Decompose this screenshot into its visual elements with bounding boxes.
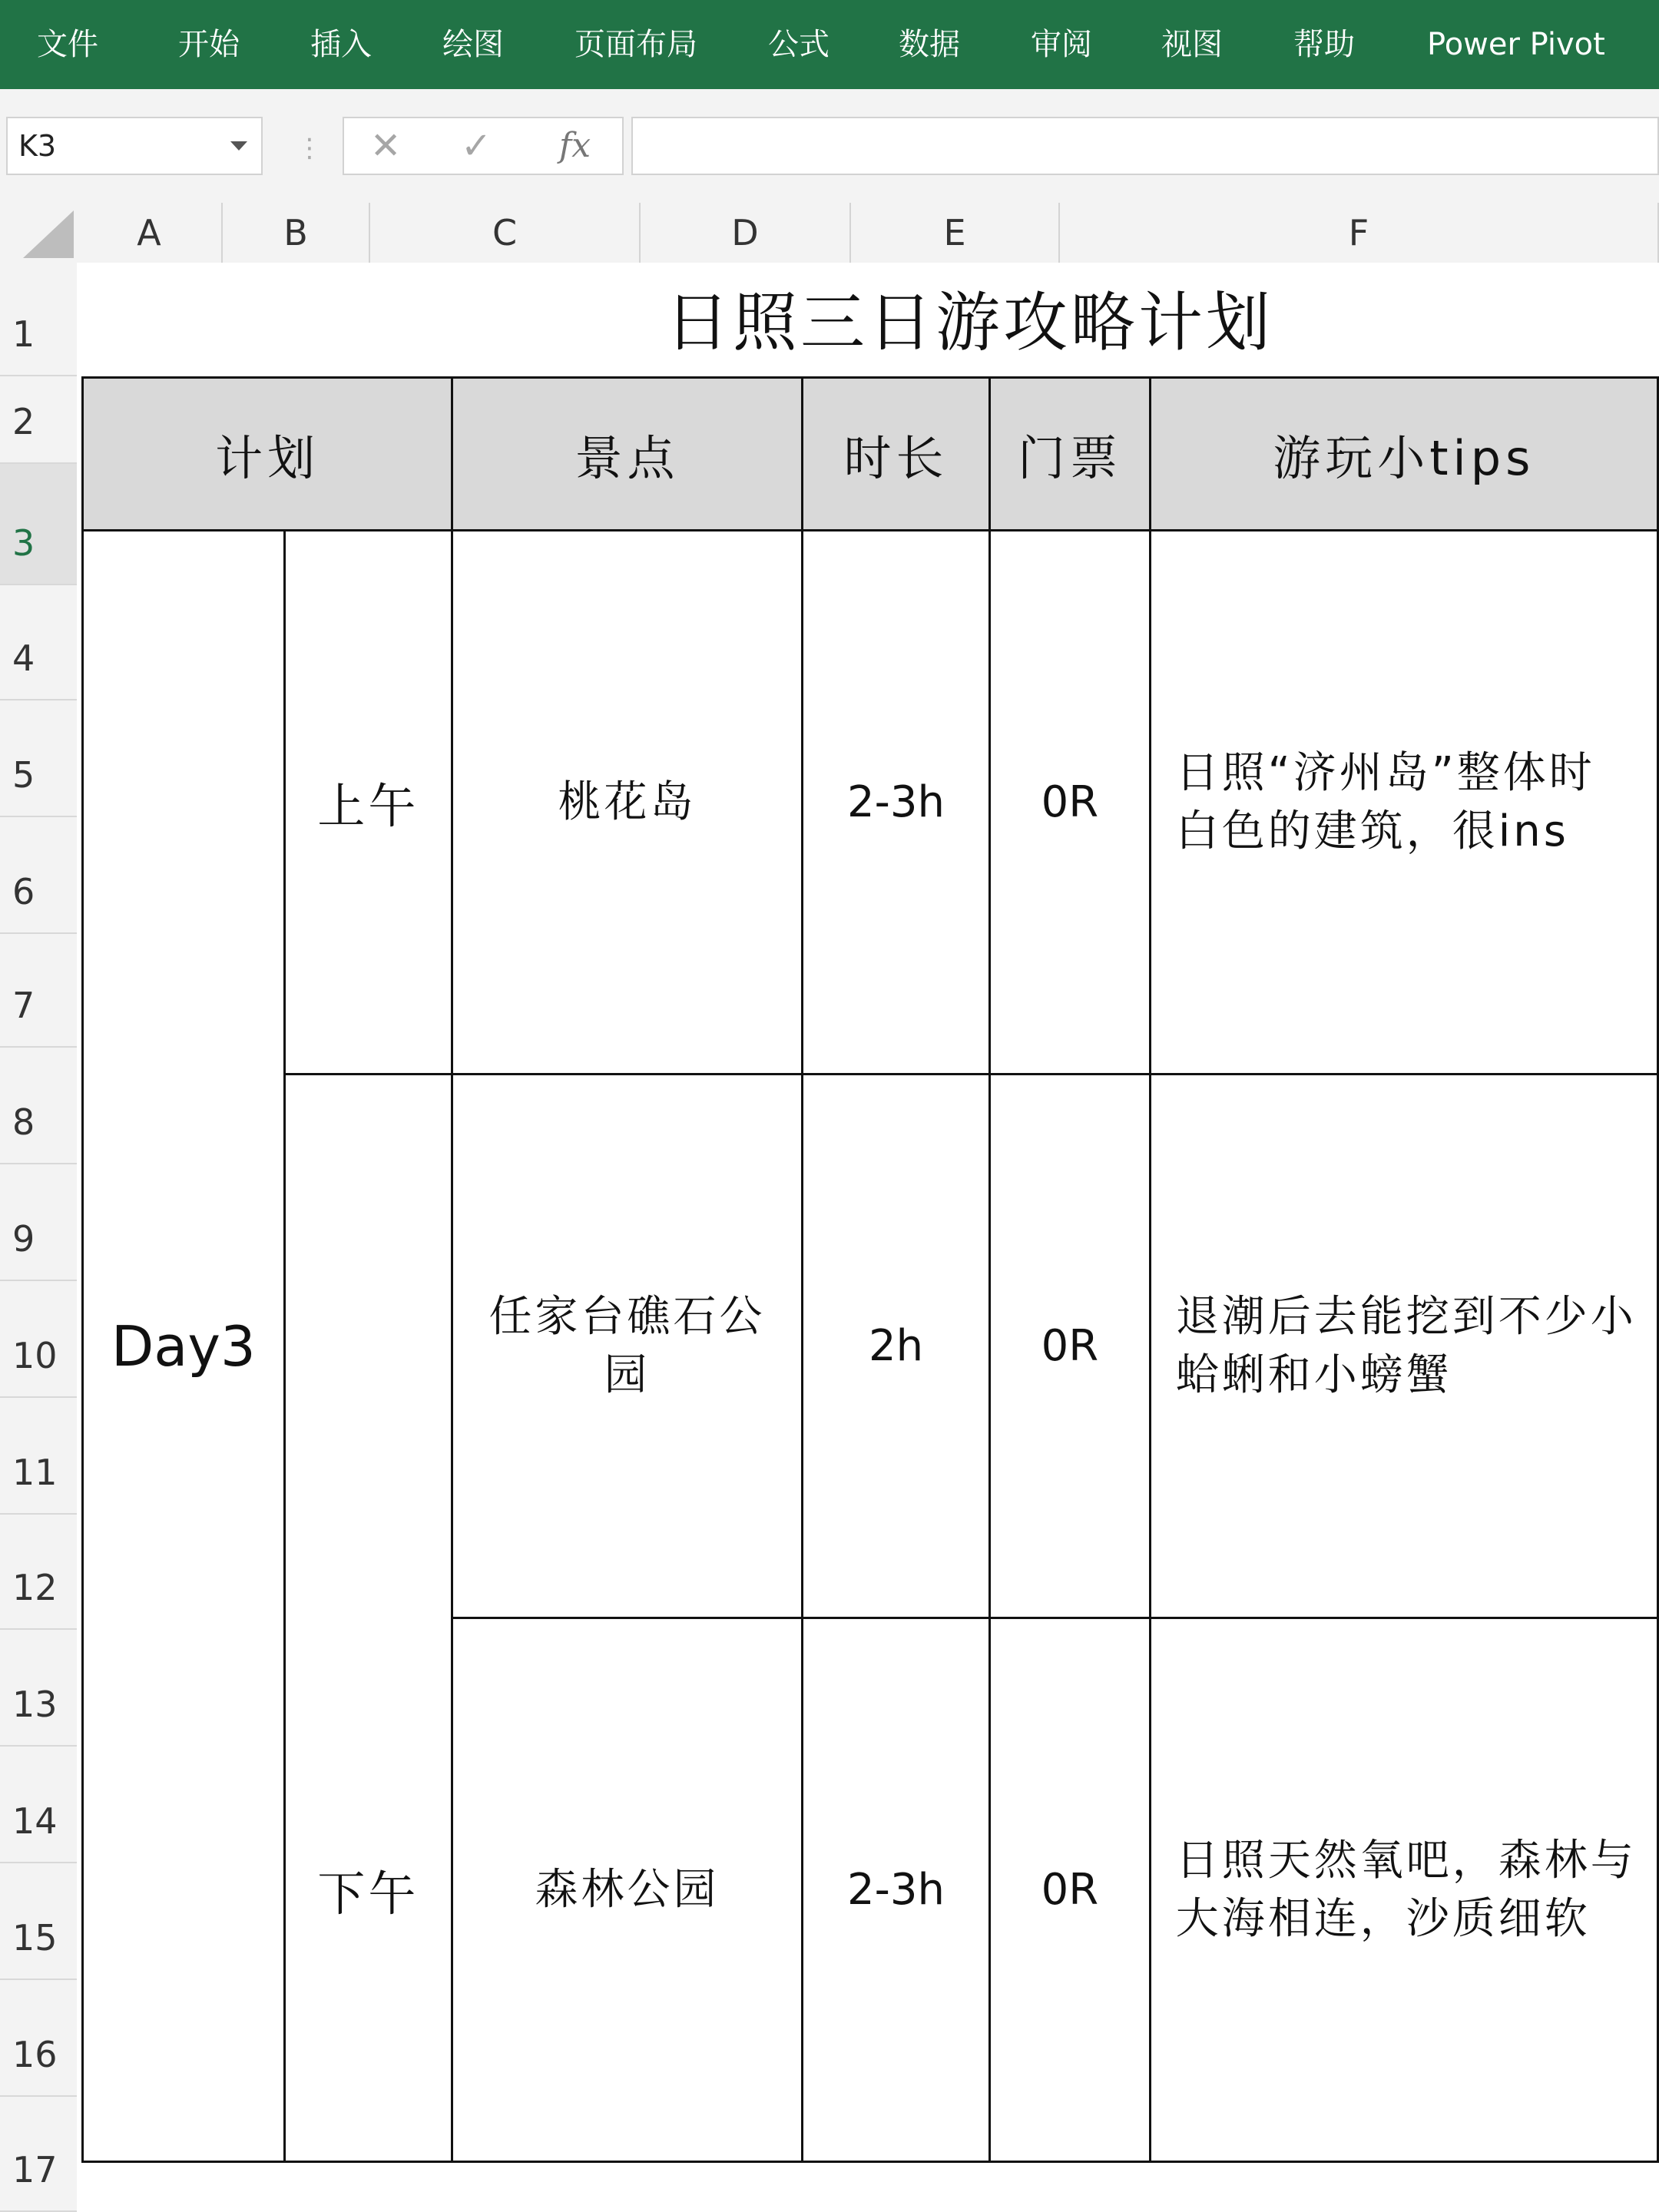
formula-input[interactable]: [631, 117, 1659, 175]
tab-view[interactable]: 视图: [1161, 27, 1223, 62]
table-row: [83, 1075, 1658, 1618]
row-header-6[interactable]: 6: [0, 817, 77, 934]
worksheet-grid[interactable]: [77, 263, 1659, 2212]
column-headers: [0, 203, 1659, 264]
row-header-7[interactable]: 7: [0, 934, 77, 1048]
column-header-a[interactable]: A: [77, 203, 223, 263]
tab-file[interactable]: 文件: [37, 27, 98, 62]
row-header-2[interactable]: 2: [0, 376, 77, 464]
row-header-15[interactable]: 15: [0, 1863, 77, 1980]
name-box-value: K3: [18, 129, 57, 163]
column-header-d[interactable]: D: [641, 203, 851, 263]
tab-formulas[interactable]: 公式: [768, 27, 830, 62]
header-plan[interactable]: 计划: [83, 378, 452, 531]
column-header-f[interactable]: F: [1060, 203, 1659, 263]
afternoon-cell[interactable]: [284, 1075, 452, 2162]
row-headers: [0, 263, 78, 2212]
name-box[interactable]: [6, 117, 263, 175]
spot-cell[interactable]: 桃花岛: [452, 531, 803, 1075]
tab-power-pivot[interactable]: Power Pivot: [1427, 27, 1605, 62]
row-header-1[interactable]: 1: [0, 263, 77, 376]
sheet-title[interactable]: 日照三日游攻略计划: [665, 285, 1274, 360]
column-header-e[interactable]: E: [851, 203, 1060, 263]
tab-page-layout[interactable]: 页面布局: [575, 27, 697, 62]
afternoon-label: 下午: [317, 1866, 419, 1922]
table-header-row: [83, 378, 1658, 531]
column-header-b[interactable]: B: [223, 203, 370, 263]
tips-cell[interactable]: 退潮后去能挖到不少小蛤蜊和小螃蟹: [1150, 1075, 1657, 1618]
cancel-icon[interactable]: ✕: [370, 124, 402, 167]
day-cell[interactable]: Day3: [83, 531, 285, 2162]
row-header-12[interactable]: 12: [0, 1515, 77, 1630]
header-ticket[interactable]: 门票: [990, 378, 1150, 531]
row-header-16[interactable]: 16: [0, 1980, 77, 2097]
row-header-5[interactable]: 5: [0, 700, 77, 817]
enter-icon[interactable]: ✓: [461, 124, 492, 167]
formula-bar: [0, 89, 1659, 204]
ribbon: [0, 0, 1659, 89]
chevron-down-icon[interactable]: [230, 141, 247, 151]
duration-cell[interactable]: 2h: [802, 1075, 989, 1618]
row-header-14[interactable]: 14: [0, 1747, 77, 1863]
morning-cell[interactable]: 上午: [284, 531, 452, 1075]
formula-buttons: [343, 117, 624, 175]
plan-table: [81, 376, 1659, 2163]
header-duration[interactable]: 时长: [802, 378, 989, 531]
tab-review[interactable]: 审阅: [1031, 27, 1092, 62]
table-row: [83, 531, 1658, 1075]
row-header-4[interactable]: 4: [0, 585, 77, 700]
duration-cell[interactable]: 2-3h: [802, 1618, 989, 2162]
ticket-cell[interactable]: 0R: [990, 1075, 1150, 1618]
insert-function-icon[interactable]: fx: [559, 126, 591, 165]
row-header-8[interactable]: 8: [0, 1048, 77, 1164]
tab-insert[interactable]: 插入: [310, 27, 372, 62]
row-header-13[interactable]: 13: [0, 1630, 77, 1747]
row-header-17[interactable]: 17: [0, 2097, 77, 2212]
row-header-10[interactable]: 10: [0, 1281, 77, 1398]
row-header-11[interactable]: 11: [0, 1398, 77, 1515]
column-header-c[interactable]: C: [370, 203, 641, 263]
tips-cell[interactable]: 日照天然氧吧，森林与大海相连，沙质细软: [1150, 1618, 1657, 2162]
row-header-9[interactable]: 9: [0, 1164, 77, 1281]
more-options-icon[interactable]: ⋮: [296, 133, 323, 164]
row-header-3[interactable]: 3: [0, 464, 77, 585]
tab-draw[interactable]: 绘图: [442, 27, 504, 62]
spot-cell[interactable]: 森林公园: [452, 1618, 803, 2162]
tab-help[interactable]: 帮助: [1293, 27, 1355, 62]
ticket-cell[interactable]: 0R: [990, 531, 1150, 1075]
tab-home[interactable]: 开始: [178, 27, 240, 62]
duration-cell[interactable]: 2-3h: [802, 531, 989, 1075]
tab-data[interactable]: 数据: [899, 27, 960, 62]
header-tips[interactable]: 游玩小tips: [1150, 378, 1657, 531]
select-all-corner-icon[interactable]: [23, 210, 74, 258]
header-spot[interactable]: 景点: [452, 378, 803, 531]
tips-cell[interactable]: 日照“济州岛”整体时白色的建筑，很ins: [1150, 531, 1657, 1075]
spot-cell[interactable]: 任家台礁石公园: [452, 1075, 803, 1618]
ticket-cell[interactable]: 0R: [990, 1618, 1150, 2162]
